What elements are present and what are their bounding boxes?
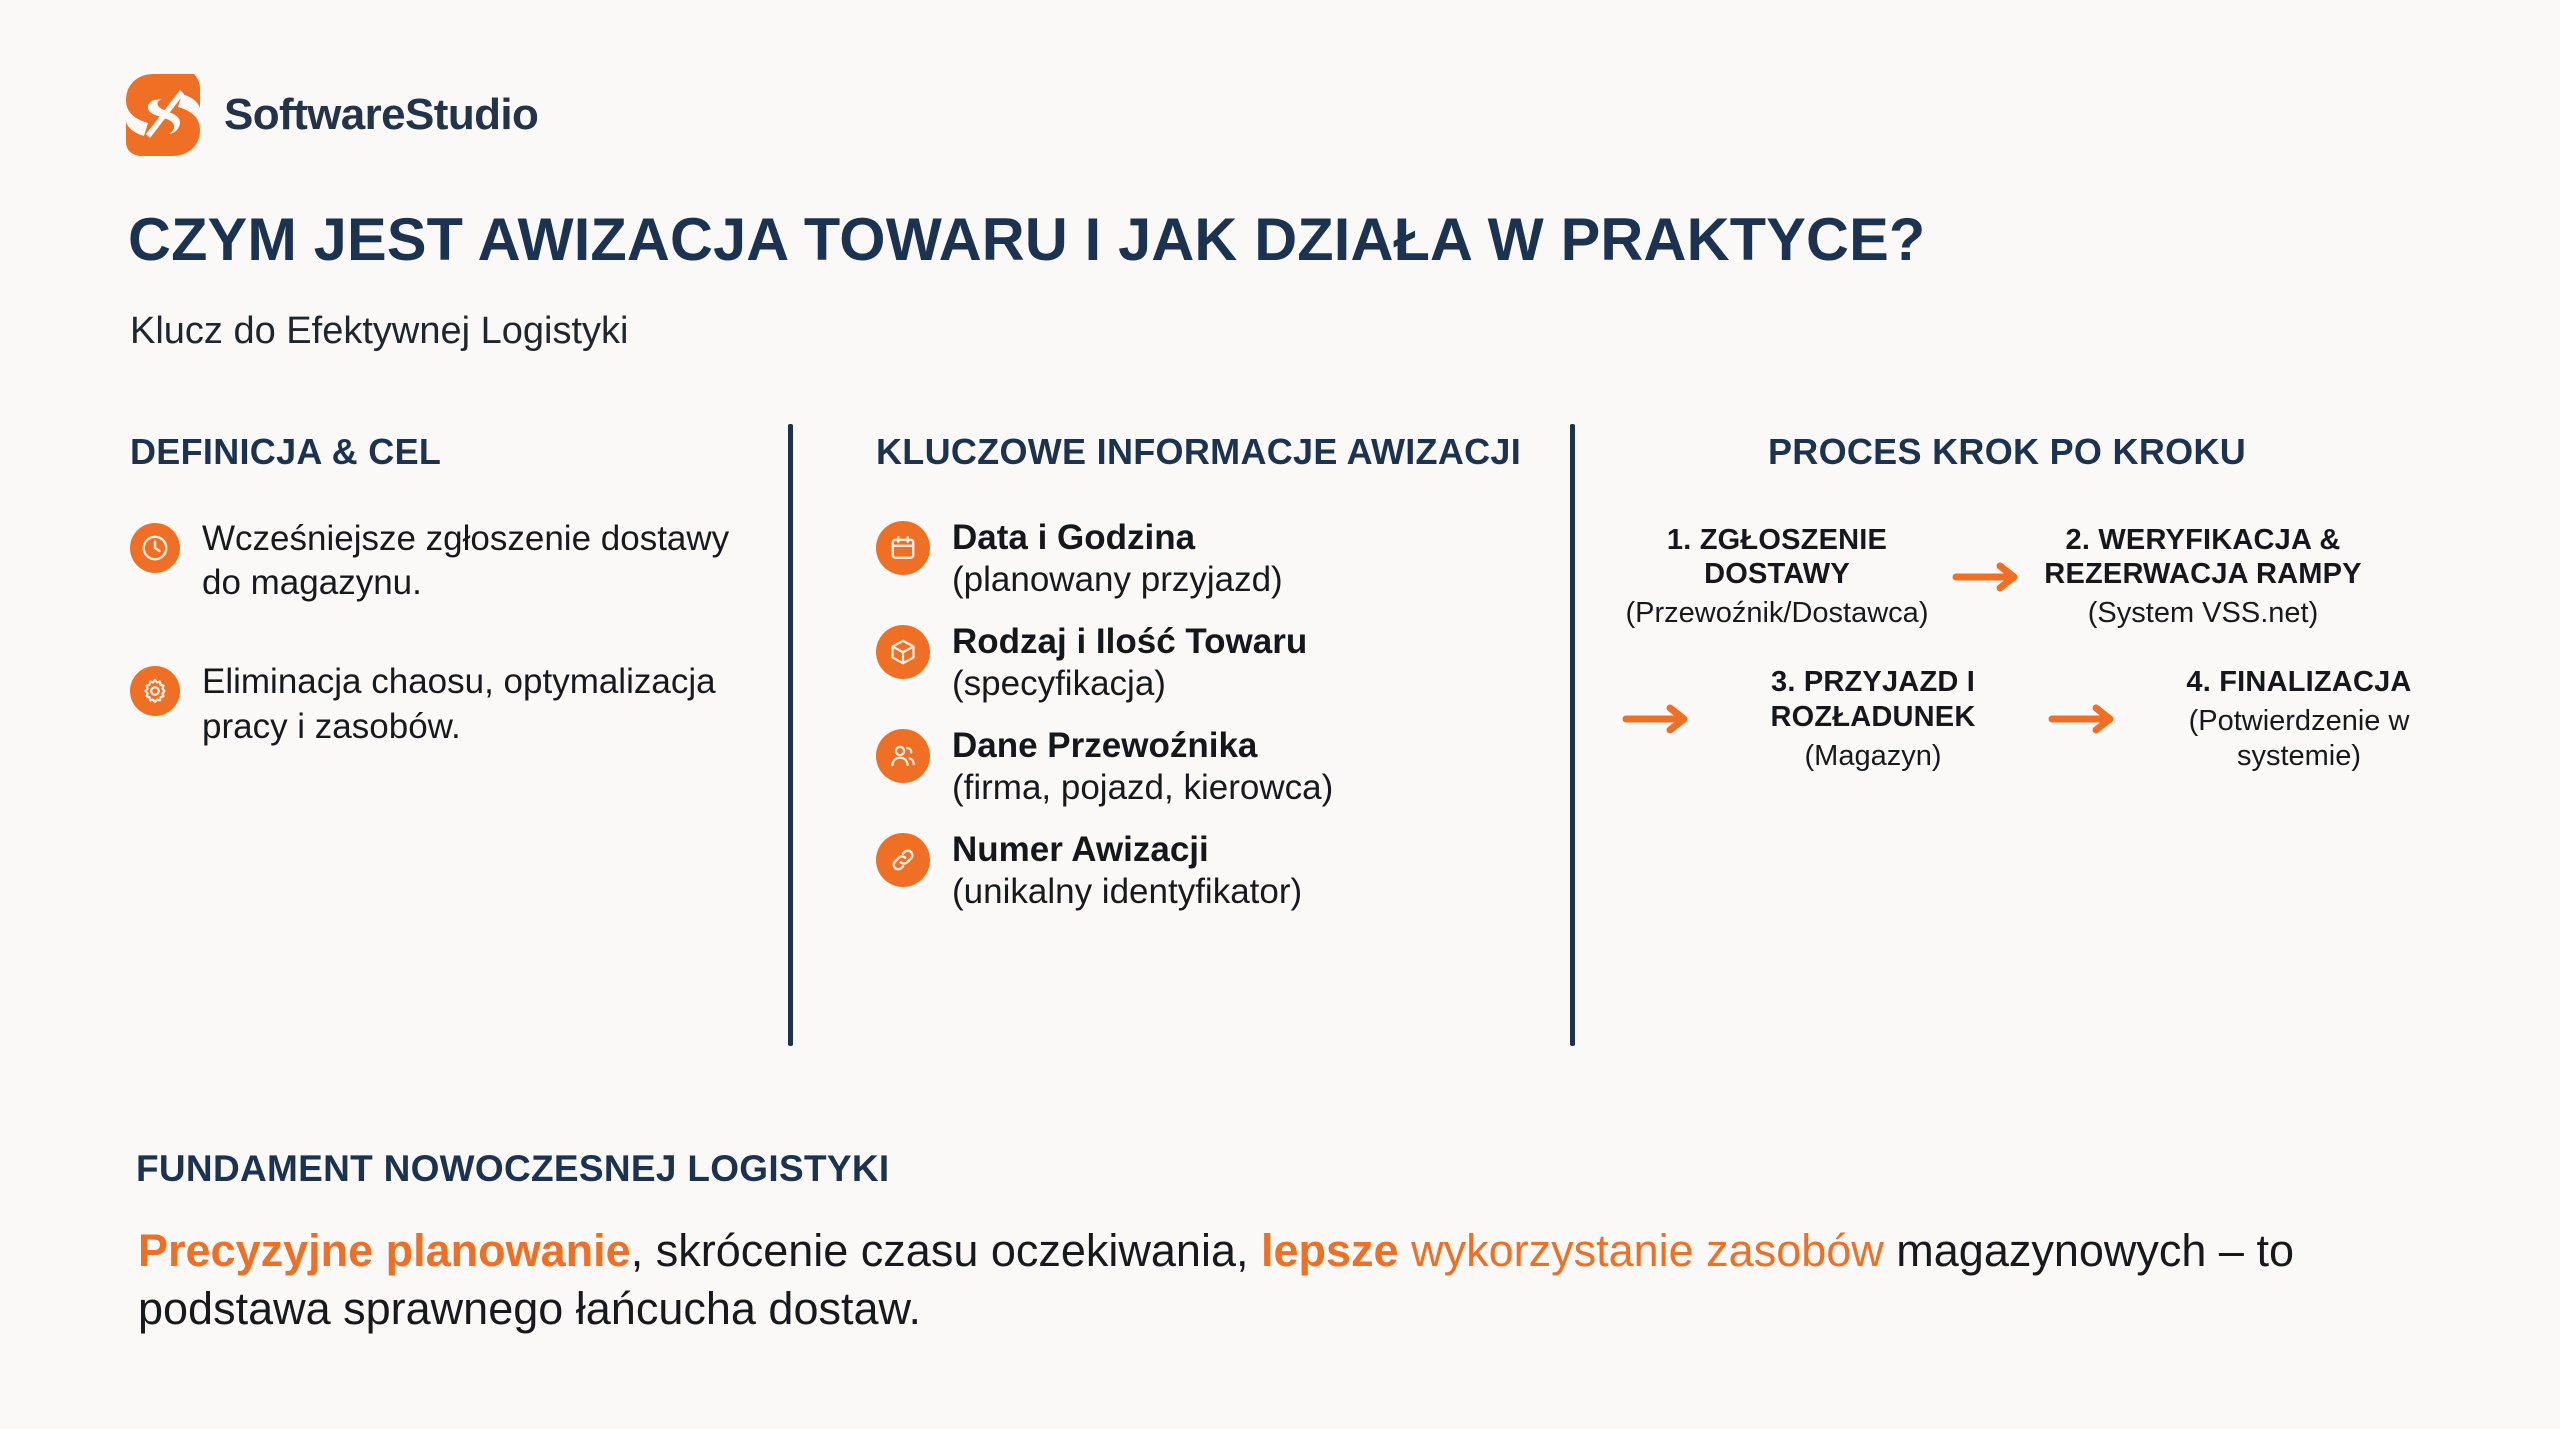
brand-name: SoftwareStudio: [224, 90, 539, 139]
footer-part-2: , skrócenie czasu oczekiwania,: [630, 1225, 1261, 1276]
page-title: CZYM JEST AWIZACJA TOWARU I JAK DZIAŁA W PRAKTYCE?: [128, 206, 1926, 273]
box-icon: [876, 625, 930, 679]
list-item-title: Rodzaj i Ilość Towaru: [952, 621, 1308, 661]
process-step-title: 1. ZGŁOSZENIE DOSTAWY: [1666, 523, 1888, 591]
people-icon: [876, 729, 930, 783]
brand-logo: [124, 72, 538, 158]
footer-part-5: magazynowych – to podstawa sprawnego łańcucha dostaw.: [138, 1225, 2294, 1334]
process-step-4: [2134, 665, 2464, 773]
process-row: [1612, 665, 2492, 773]
process-step-note: (Potwierdzenie w systemie): [2188, 704, 2410, 772]
column-process-heading: PROCES KROK PO KROKU: [1767, 431, 2247, 472]
list-item: [876, 517, 1536, 601]
process-step-note: (Magazyn): [1804, 739, 1942, 772]
process-step-1: [1612, 523, 1942, 631]
definition-list: [130, 517, 730, 750]
process-step-2: [2038, 523, 2368, 631]
footer-body: [138, 1222, 2468, 1337]
process-step-note: (System VSS.net): [2087, 597, 2319, 630]
list-item: [130, 517, 730, 607]
arrow-right-icon: [2038, 702, 2134, 736]
footer-part-4: wykorzystanie zasobów: [1398, 1225, 1884, 1276]
list-item-note: (firma, pojazd, kierowca): [952, 767, 1334, 807]
list-item-title: Numer Awizacji: [952, 829, 1209, 869]
calendar-icon: [876, 521, 930, 575]
list-item-note: (specyfikacja): [952, 663, 1166, 703]
list-item: [130, 660, 730, 750]
list-item-note: (planowany przyjazd): [952, 559, 1283, 599]
process-step-title: 3. PRZYJAZD I ROZŁADUNEK: [1770, 666, 1976, 733]
list-item-note: (unikalny identyfikator): [952, 871, 1303, 911]
list-item-label: Eliminacja chaosu, optymalizacja pracy i zasobów.: [202, 662, 716, 747]
footer-part-1: Precyzyjne planowanie: [138, 1225, 631, 1276]
column-key-info: [876, 432, 1536, 933]
process-step-title: 2. WERYFIKACJA & REZERWACJA RAMPY: [2044, 523, 2362, 591]
footer-heading: FUNDAMENT NOWOCZESNEJ LOGISTYKI: [136, 1148, 890, 1189]
gear-icon: [130, 666, 180, 716]
process-step-3: [1708, 665, 2038, 773]
link-icon: [876, 833, 930, 887]
list-item-label: Wcześniejsze zgłoszenie dostawy do magazynu.: [202, 518, 730, 603]
softwarestudio-s-logo-icon: [124, 72, 202, 158]
arrow-right-icon: [1612, 702, 1708, 736]
column-divider-2: [1570, 424, 1575, 1046]
list-item-text: [952, 829, 1302, 913]
list-item-title: Data i Godzina: [952, 517, 1196, 557]
column-definition-heading: DEFINICJA & CEL: [130, 431, 442, 472]
process-flow: [1612, 523, 2492, 774]
list-item: [876, 621, 1536, 705]
list-item-text: [952, 725, 1333, 809]
column-divider-1: [788, 424, 793, 1046]
page-subtitle: Klucz do Efektywnej Logistyki: [130, 310, 629, 352]
list-item-text: [952, 517, 1283, 601]
process-row: [1612, 523, 2492, 631]
footer-part-3: lepsze: [1261, 1225, 1399, 1276]
clock-icon: [130, 523, 180, 573]
list-item-text: [952, 621, 1307, 705]
column-definition: [130, 432, 730, 804]
process-step-title: 4. FINALIZACJA: [2186, 666, 2412, 699]
arrow-right-icon: [1942, 560, 2038, 594]
column-key-info-heading: KLUCZOWE INFORMACJE AWIZACJI: [876, 431, 1522, 472]
list-item: [876, 725, 1536, 809]
list-item: [876, 829, 1536, 913]
process-step-note: (Przewoźnik/Dostawca): [1625, 597, 1929, 630]
key-info-list: [876, 517, 1536, 913]
list-item-title: Dane Przewoźnika: [952, 725, 1258, 765]
column-process: [1612, 432, 2492, 773]
